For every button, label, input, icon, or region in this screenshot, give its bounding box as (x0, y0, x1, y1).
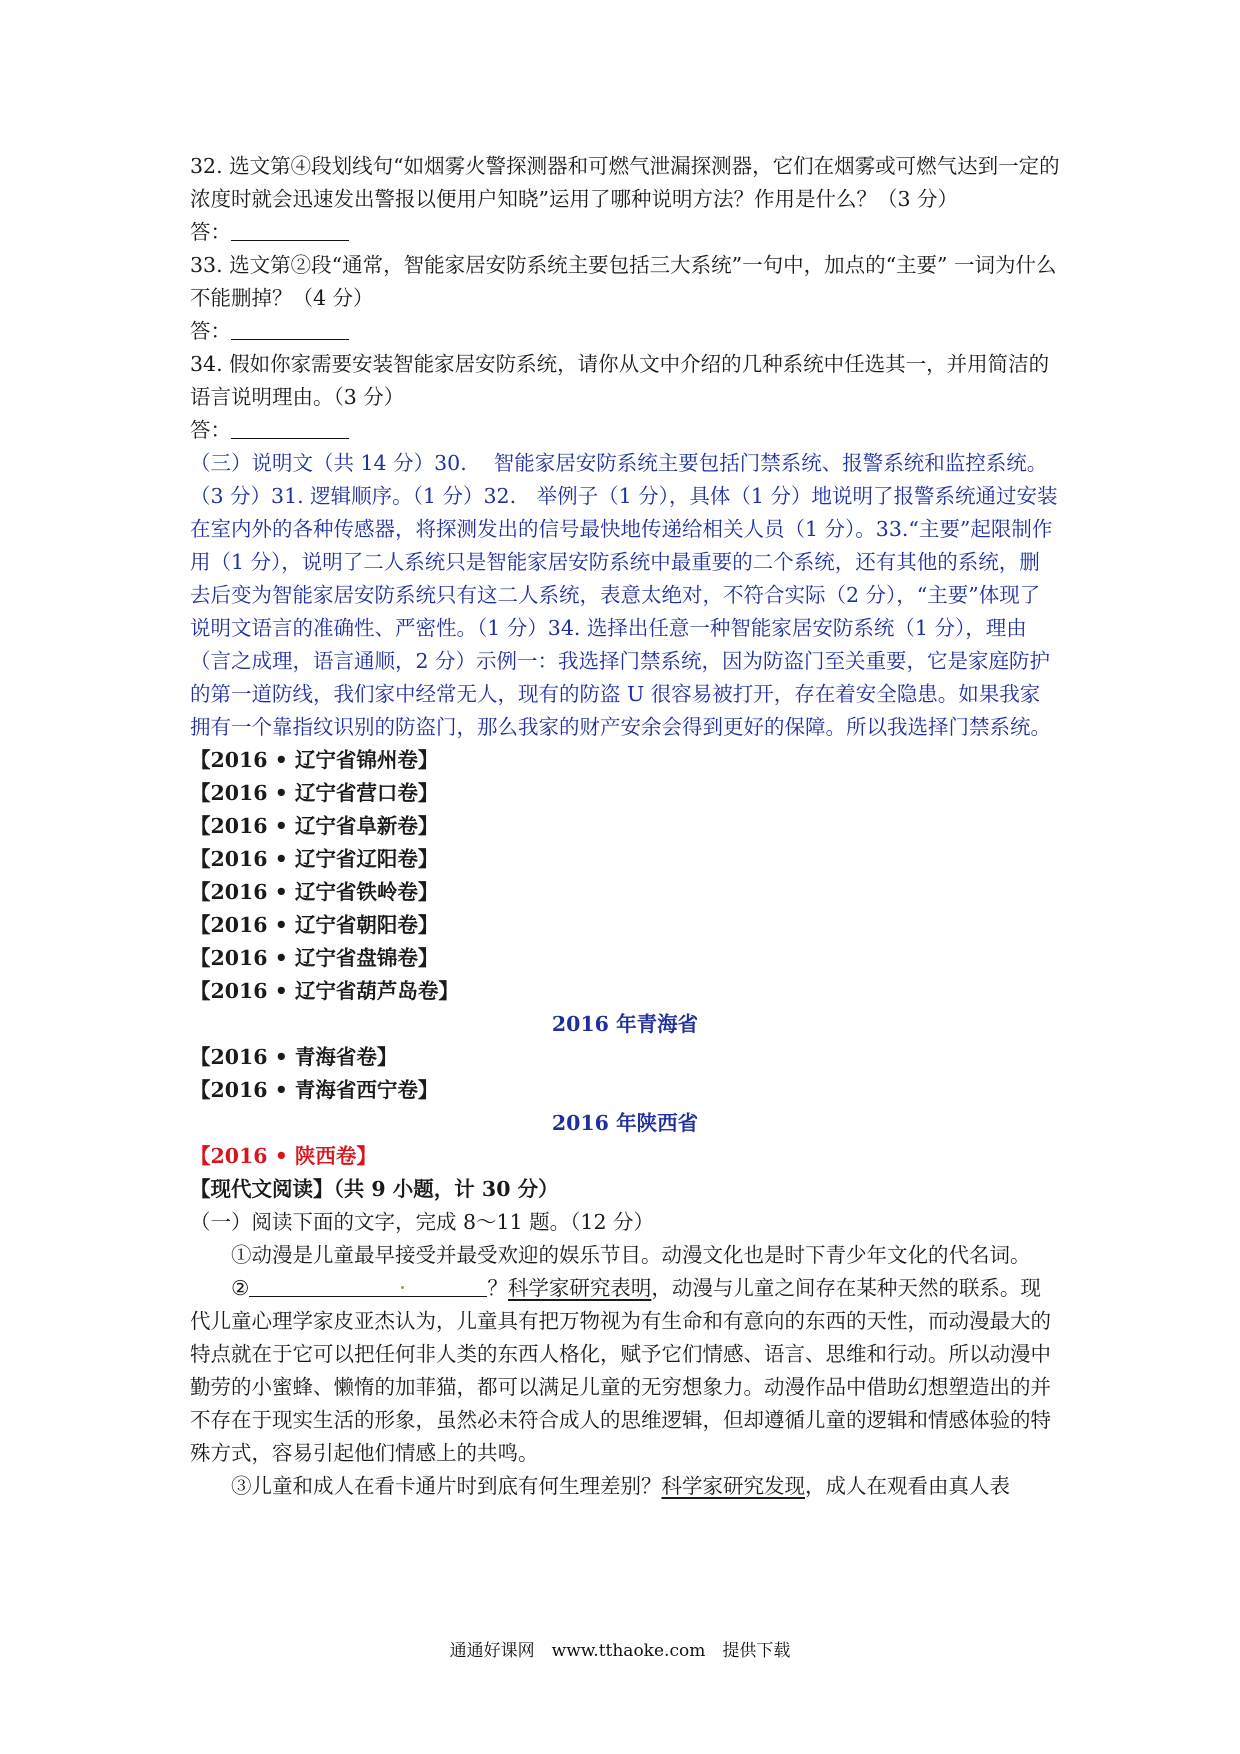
section-intro: （一）阅读下面的文字，完成 8～11 题。（12 分） (190, 1210, 655, 1234)
shaanxi-title: 【2016 • 陕西卷】 (190, 1144, 377, 1168)
list-item: 【2016 • 辽宁省朝阳卷】 (190, 913, 439, 937)
qinghai-list (190, 1041, 1060, 1107)
underlined-phrase: 科学家研究发现 (661, 1474, 805, 1498)
paragraph-3: ③儿童和成人在看卡通片时到底有何生理差别？科学家研究发现，成人在观看由真人表 (231, 1474, 1010, 1498)
liaoning-list (190, 744, 1060, 1008)
reading-header: 【现代文阅读】（共 9 小题，计 30 分） (190, 1177, 559, 1201)
answer-blank[interactable] (231, 418, 349, 439)
answer-blank[interactable] (231, 319, 349, 340)
list-item: 【2016 • 辽宁省锦州卷】 (190, 748, 439, 772)
list-item: 【2016 • 青海省卷】 (190, 1045, 398, 1069)
question-32: 32. 选文第④段划线句“如烟雾火警探测器和可燃气泄漏探测器，它们在烟雾或可燃气达到一定的浓度时就会迅速发出警报以便用户知晓”运用了哪种说明方法？作用是什么？（3 分） (190, 154, 1060, 211)
document-body (190, 150, 1060, 1503)
list-item: 【2016 • 辽宁省铁岭卷】 (190, 880, 439, 904)
paragraph-1: ①动漫是儿童最早接受并最受欢迎的娱乐节目。动漫文化也是时下青少年文化的代名词。 (231, 1243, 1031, 1267)
list-item: 【2016 • 辽宁省盘锦卷】 (190, 946, 439, 970)
question-33: 33. 选文第②段“通常，智能家居安防系统主要包括三大系统”一句中，加点的“主要” 一词为什么不能删掉？（4 分） (190, 253, 1057, 310)
answer-line-33: 答： (190, 315, 1060, 348)
list-item: 【2016 • 辽宁省营口卷】 (190, 781, 439, 805)
answer-line-34: 答： (190, 414, 1060, 447)
question-34: 34. 假如你家需要安装智能家居安防系统，请你从文中介绍的几种系统中任选其一，并用简洁的语言说明理由。（3 分） (190, 352, 1050, 409)
answer-line-32: 答： (190, 216, 1060, 249)
answer-key: （三）说明文（共 14 分）30. 智能家居安防系统主要包括门禁系统、报警系统和监控系统。（3 分）31. 逻辑顺序。（1 分）32. 举例子（1 分），具体（1 分）地说明了报警系统通过安装在室内外的各种传感器，将探测发出的信号最快地传递给相关人员（1 分）。33.“主要”起限制作用（1 分），说明了二人系统只是智能家居安防系统中最重要的二个系统，还有其他的系统，删去后变为智能家居安防系统只有这二人系统，表意太绝对，不符合实际（2 分），“主要”体现了说明文语言的准确性、严密性。（1 分）34. 选择出任意一种智能家居安防系统（1 分），理由（言之成理，语言通顺，2 分）示例一：我选择门禁系统，因为防盗门至关重要，它是家庭防护的第一道防线，我们家中经常无人，现有的防盗 U 很容易被打开，存在着安全隐患。如果我家拥有一个靠指纹识别的防盗门，那么我家的财产安余会得到更好的保障。所以我选择门禁系统。 (190, 451, 1058, 739)
qinghai-heading: 2016 年青海省 (551, 1012, 699, 1036)
list-item: 【2016 • 青海省西宁卷】 (190, 1078, 439, 1102)
list-item: 【2016 • 辽宁省辽阳卷】 (190, 847, 439, 871)
page-footer: 通通好课网 www.tthaoke.com 提供下载 (449, 1641, 791, 1661)
list-item: 【2016 • 辽宁省阜新卷】 (190, 814, 439, 838)
underlined-phrase: 科学家研究表明 (507, 1276, 652, 1300)
answer-blank[interactable] (231, 220, 349, 241)
paragraph-2: ② ？科学家研究表明，动漫与儿童之间存在某种天然的联系。现代儿童心理学家皮亚杰认为，儿童具有把万物视为有生命和有意向的东西的天性，而动漫最大的特点就在于它可以把任何非人类的东西人格化，赋予它们情感、语言、思维和行动。所以动漫中勤劳的小蜜蜂、懒惰的加菲猫，都可以满足儿童的无穷想象力。动漫作品中借助幻想塑造出的并不存在于现实生活的形象，虽然必未符合成人的思维逻辑，但却遵循儿童的逻辑和情感体验的特殊方式，容易引起他们情感上的共鸣。 (190, 1276, 1051, 1465)
fill-blank[interactable] (249, 1276, 487, 1297)
list-item: 【2016 • 辽宁省葫芦岛卷】 (190, 979, 459, 1003)
shaanxi-heading: 2016 年陕西省 (551, 1111, 699, 1135)
